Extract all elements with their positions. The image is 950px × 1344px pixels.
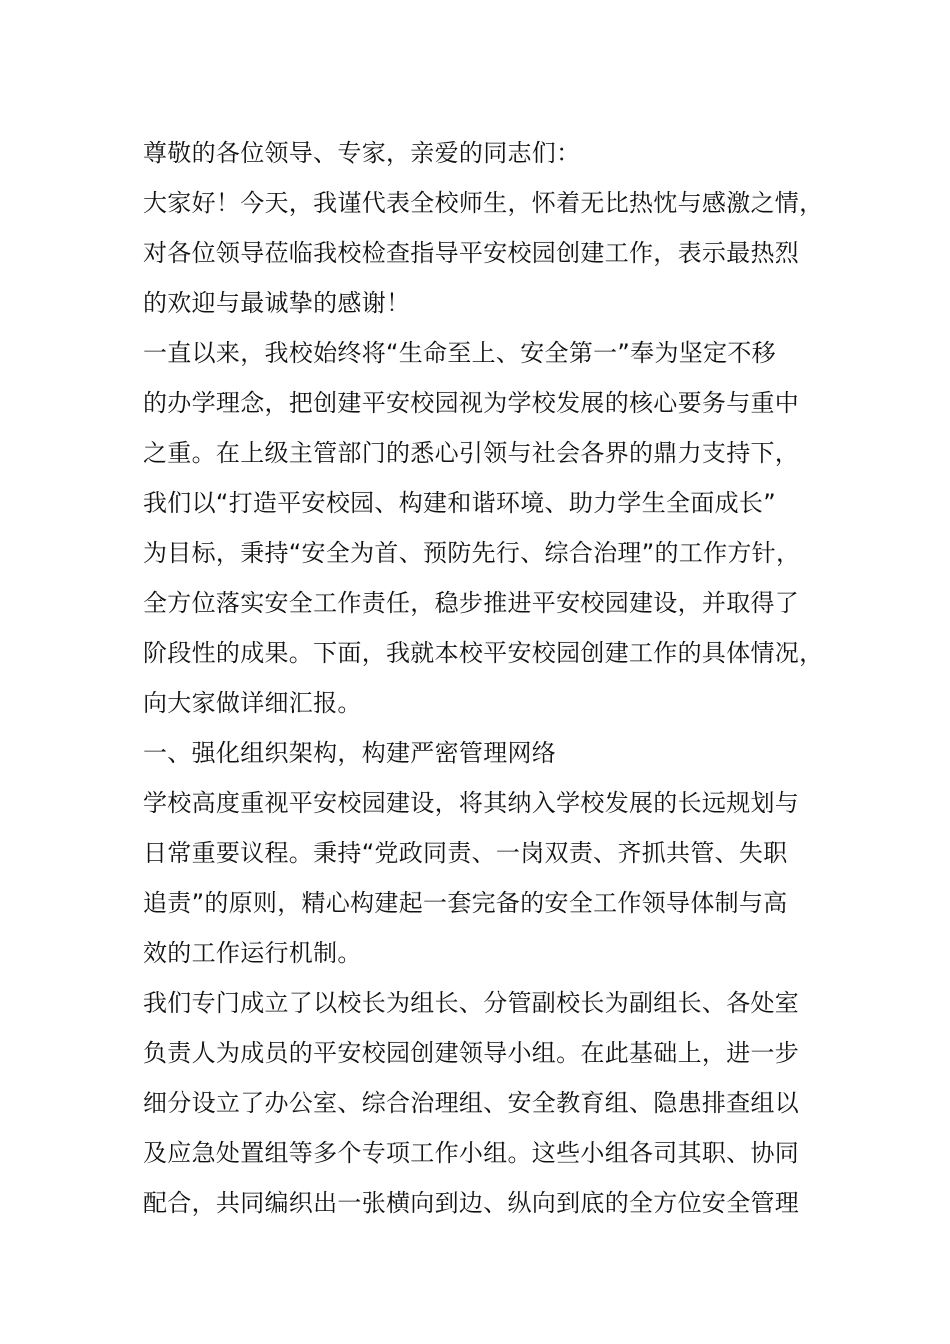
- text-line: 日常重要议程。秉持“党政同责、一岗双责、齐抓共管、失职: [143, 839, 788, 867]
- text-line: 学校高度重视平安校园建设，将其纳入学校发展的长远规划与: [143, 789, 800, 817]
- text-line: 之重。在上级主管部门的悉心引领与社会各界的鼎力支持下，: [143, 439, 800, 467]
- text-line: 细分设立了办公室、综合治理组、安全教育组、隐患排查组以: [143, 1089, 800, 1117]
- text-line: 配合，共同编织出一张横向到边、纵向到底的全方位安全管理: [143, 1189, 800, 1217]
- text-line: 为目标，秉持“安全为首、预防先行、综合治理”的工作方针，: [143, 539, 801, 567]
- document-body: [143, 128, 843, 1228]
- text-line: 效的工作运行机制。: [143, 939, 362, 967]
- text-line: 追责”的原则，精心构建起一套完备的安全工作领导体制与高: [143, 889, 788, 917]
- text-line: 我们专门成立了以校长为组长、分管副校长为副组长、各处室: [143, 989, 800, 1017]
- text-line: 向大家做详细汇报。: [143, 689, 362, 717]
- text-line: 的办学理念，把创建平安校园视为学校发展的核心要务与重中: [143, 389, 800, 417]
- text-line: 负责人为成员的平安校园创建领导小组。在此基础上，进一步: [143, 1039, 800, 1067]
- text-line: 大家好！今天，我谨代表全校师生，怀着无比热忱与感激之情，: [143, 189, 824, 217]
- text-line: 全方位落实安全工作责任，稳步推进平安校园建设，并取得了: [143, 589, 800, 617]
- text-line: 阶段性的成果。下面，我就本校平安校园创建工作的具体情况，: [143, 639, 824, 667]
- text-line: 的欢迎与最诚挚的感谢！: [143, 289, 411, 317]
- section-heading: 一、强化组织架构，构建严密管理网络: [143, 739, 557, 767]
- text-line: 一直以来，我校始终将“生命至上、安全第一”奉为坚定不移: [143, 339, 776, 367]
- text-line: 我们以“打造平安校园、构建和谐环境、助力学生全面成长”: [143, 489, 776, 517]
- salutation-line: 尊敬的各位领导、专家，亲爱的同志们：: [143, 139, 581, 167]
- text-line: 对各位领导莅临我校检查指导平安校园创建工作，表示最热烈: [143, 239, 800, 267]
- text-line: 及应急处置组等多个专项工作小组。这些小组各司其职、协同: [143, 1139, 800, 1167]
